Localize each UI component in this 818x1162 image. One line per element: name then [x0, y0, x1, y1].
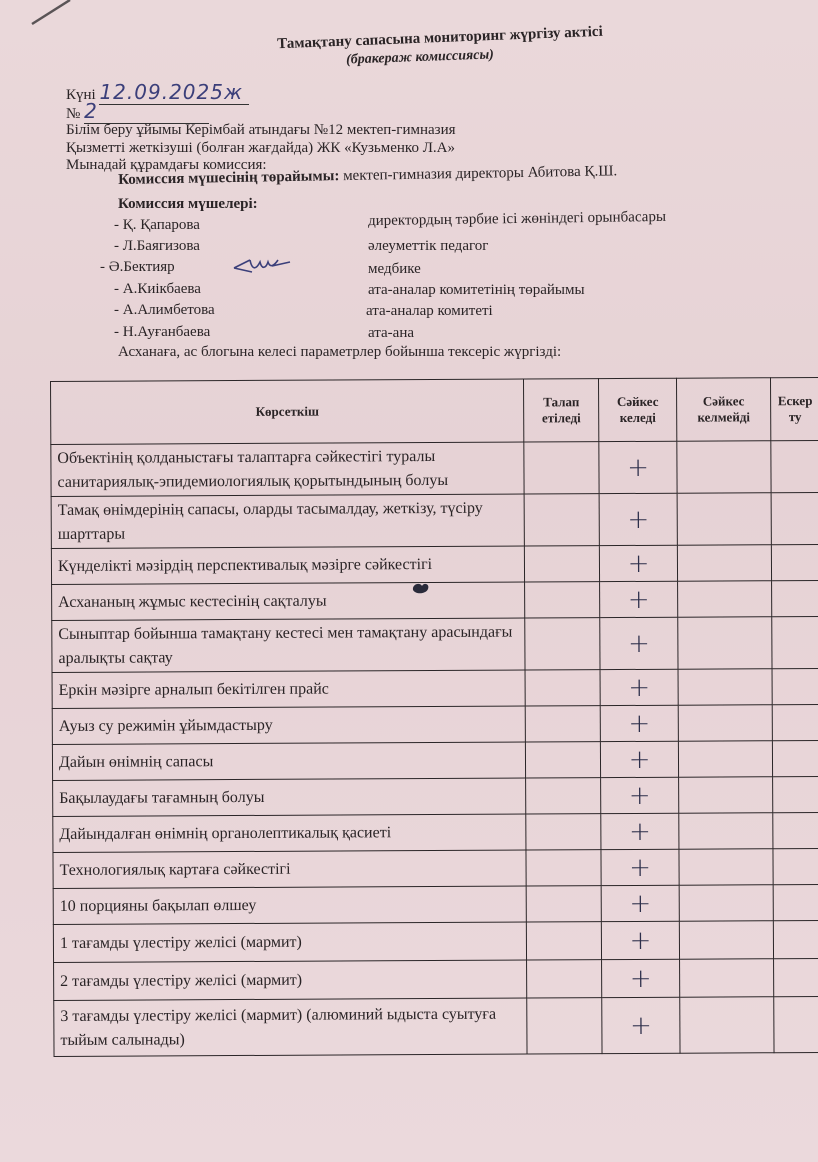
indicator-cell-text: 2 тағамды үлестіру желісі (мармит): [60, 971, 303, 990]
checkmark-plus: +: [628, 744, 651, 775]
note-cell: [772, 616, 818, 668]
checkmark-plus: +: [629, 963, 652, 994]
indicator-cell: [53, 922, 526, 962]
indicator-cell-text: Сыныптар бойынша тамақтану кестесі мен тамақтану арасындағы аралықты сақтау: [58, 623, 513, 667]
indicator-cell: [54, 960, 527, 1000]
chair-value: мектеп-гимназия директоры Абитова Қ.Ш.: [342, 163, 618, 185]
document-subtitle: (бракераж комиссиясы): [345, 47, 495, 68]
note-cell: [773, 884, 818, 920]
noncompliant-cell: [680, 997, 774, 1053]
note-cell: [772, 668, 818, 704]
table-row: [53, 920, 818, 962]
noncompliant-cell: [678, 581, 772, 617]
table-row: [52, 580, 818, 620]
note-cell: [772, 740, 818, 776]
required-cell: [526, 778, 601, 814]
noncompliant-cell: [679, 921, 773, 959]
table-row: [52, 740, 818, 780]
note-cell: [772, 704, 818, 740]
indicator-cell: [53, 886, 526, 924]
indicator-cell: [52, 618, 525, 672]
compliant-cell: [601, 777, 679, 813]
checkmark-plus: +: [628, 708, 651, 739]
compliant-cell: [601, 813, 679, 849]
date-label: Күні: [66, 87, 96, 103]
compliant-cell: [600, 581, 678, 617]
indicator-cell-text: Асхананың жұмыс кестесінің сақталуы: [58, 592, 327, 611]
indicator-cell-text: Күнделікті мәзірдің перспективалық мәзірге сәйкестігі: [57, 555, 433, 575]
required-cell: [525, 618, 600, 670]
document-title: Тамақтану сапасына мониторинг жүргізу актісі: [276, 23, 604, 53]
composition-line: Мынадай құрамдағы комиссия:: [66, 157, 267, 173]
header-indicator: Көрсеткіш: [51, 379, 525, 444]
note-cell: [773, 776, 818, 812]
checkmark-plus: +: [627, 504, 650, 535]
table-row: [53, 812, 818, 852]
required-cell: [526, 814, 601, 850]
note-cell: [771, 544, 818, 580]
number-line: [66, 99, 209, 124]
indicator-cell-text: Дайындалған өнімнің органолептикалық қасиеті: [59, 823, 392, 843]
table-row: [51, 440, 818, 496]
indicator-cell-text: 3 тағамды үлестіру желісі (мармит) (алюминий ыдыста суытуға тыйым салынады): [60, 1005, 497, 1049]
compliant-cell: [602, 997, 680, 1053]
table-row: [53, 884, 818, 924]
members-label: Комиссия мүшелері:: [118, 196, 258, 212]
required-cell: [525, 706, 600, 742]
table-row: [52, 668, 818, 708]
checkmark-plus: +: [629, 888, 652, 919]
indicator-cell-text: Тамақ өнімдерінің сапасы, оларды тасымалдау, жеткізу, түсіру шарттары: [57, 499, 483, 543]
indicator-cell: [51, 494, 524, 548]
header-noncompliant: Сәйкес келмейді: [677, 378, 771, 441]
indicator-cell: [53, 778, 526, 816]
indicator-cell: [52, 742, 525, 780]
member-role: әлеуметтік педагог: [368, 238, 489, 254]
noncompliant-cell: [680, 959, 774, 997]
indicator-cell: [53, 814, 526, 852]
member-name: - Н.Ауғанбаева: [114, 324, 211, 340]
table-row: [52, 616, 818, 672]
member-role: медбике: [368, 261, 421, 277]
indicator-cell: [52, 582, 525, 620]
member-role: ата-ана: [368, 325, 415, 341]
noncompliant-cell: [678, 705, 772, 741]
note-cell: [771, 440, 818, 492]
table-row: [54, 958, 818, 1000]
header-note: Ескер ту: [770, 377, 818, 440]
checkmark-plus: +: [629, 1010, 652, 1041]
indicator-cell-text: Объектінің қолданыстағы талаптарға сәйкестігі туралы санитариялық-эпидемиологиялық қорытындының болуы: [57, 447, 449, 491]
pen-mark-icon: [30, 0, 110, 30]
checkmark-plus: +: [627, 452, 650, 483]
member-name: - Л.Баягизова: [114, 238, 200, 254]
required-cell: [526, 886, 601, 922]
indicator-cell-text: Технологиялық картаға сәйкестігі: [59, 860, 291, 879]
compliant-cell: [600, 669, 678, 705]
number-label: №: [66, 106, 81, 122]
indicator-cell-text: Дайын өнімнің сапасы: [58, 752, 214, 771]
member-name: - А.Алимбетова: [114, 302, 215, 318]
indicator-cell: [51, 546, 524, 584]
required-cell: [527, 998, 602, 1054]
compliant-cell: [601, 849, 679, 885]
indicator-cell-text: 1 тағамды үлестіру желісі (мармит): [59, 933, 302, 952]
noncompliant-cell: [678, 669, 772, 705]
indicator-cell-text: 10 порцияны бақылап өлшеу: [59, 896, 257, 915]
note-cell: [773, 812, 818, 848]
header-compliant: Сәйкес келеді: [599, 378, 677, 441]
member-name: - Қ. Қапарова: [114, 217, 200, 233]
compliant-cell: [599, 493, 677, 545]
indicator-cell-text: Ауыз су режимін ұйымдастыру: [58, 716, 273, 735]
chair-label: Комиссия мүшесінің төрайымы:: [118, 168, 340, 188]
noncompliant-cell: [678, 741, 772, 777]
note-cell: [774, 958, 818, 996]
checkmark-plus: +: [628, 816, 651, 847]
checkmark-plus: +: [629, 852, 652, 883]
table-row: [52, 704, 818, 744]
member-role: ата-аналар комитеті: [366, 303, 493, 319]
compliant-cell: [600, 617, 678, 669]
number-value: 2: [84, 99, 209, 124]
inspection-intro: Асханаға, ас блогына келесі параметрлер бойынша тексеріс жүргізді:: [118, 344, 562, 360]
member-role: директордың тәрбие ісі жөніндегі орынбасары: [367, 208, 667, 230]
compliant-cell: [599, 545, 677, 581]
compliant-cell: [601, 921, 679, 959]
table-row: [53, 848, 818, 888]
member-role: ата-аналар комитетінің төрайымы: [368, 282, 585, 298]
indicator-cell: [54, 998, 527, 1056]
checkmark-plus: +: [627, 548, 650, 579]
indicator-cell-text: Бақылаудағы тағамның болуы: [59, 788, 265, 807]
signature-icon: [232, 256, 292, 276]
noncompliant-cell: [679, 885, 773, 921]
checkmark-plus: +: [629, 925, 652, 956]
table-header-row: [51, 377, 818, 444]
table-row: [53, 776, 818, 816]
ink-blot-icon: [410, 578, 432, 596]
required-cell: [524, 494, 599, 546]
noncompliant-cell: [677, 545, 771, 581]
table-row: [54, 996, 818, 1056]
indicator-cell: [52, 670, 525, 708]
indicator-cell-text: Еркін мәзірге арналып бекітілген прайс: [58, 680, 329, 699]
checkmark-plus: +: [627, 628, 650, 659]
required-cell: [525, 670, 600, 706]
checkmark-plus: +: [627, 584, 650, 615]
required-cell: [524, 442, 599, 494]
required-cell: [525, 582, 600, 618]
required-cell: [525, 546, 600, 582]
inspection-table: [50, 377, 818, 1057]
date-value: 12.09.2025ж: [99, 80, 249, 105]
organization-line: Білім беру ұйымы Керімбай атындағы №12 мектеп-гимназия: [66, 122, 456, 138]
noncompliant-cell: [679, 813, 773, 849]
table-row: [51, 492, 818, 548]
table-row: [51, 544, 818, 584]
compliant-cell: [601, 741, 679, 777]
noncompliant-cell: [677, 493, 771, 545]
noncompliant-cell: [678, 617, 772, 669]
note-cell: [773, 920, 818, 958]
note-cell: [771, 492, 818, 544]
compliant-cell: [601, 885, 679, 921]
required-cell: [526, 850, 601, 886]
compliant-cell: [599, 441, 677, 493]
note-cell: [772, 580, 818, 616]
required-cell: [526, 742, 601, 778]
member-name: - Ә.Бектияр: [100, 259, 175, 275]
header-required: Талап етіледі: [524, 379, 599, 442]
indicator-cell: [52, 706, 525, 744]
note-cell: [773, 848, 818, 884]
required-cell: [527, 922, 602, 960]
indicator-cell: [53, 850, 526, 888]
noncompliant-cell: [679, 849, 773, 885]
checkmark-plus: +: [628, 780, 651, 811]
compliant-cell: [602, 959, 680, 997]
supplier-line: Қызметті жеткізуші (болған жағдайда) ЖК «Кузьменко Л.А»: [66, 140, 455, 156]
checkmark-plus: +: [628, 672, 651, 703]
indicator-cell: [51, 442, 524, 496]
required-cell: [527, 960, 602, 998]
noncompliant-cell: [677, 441, 771, 493]
note-cell: [774, 996, 818, 1052]
noncompliant-cell: [679, 777, 773, 813]
compliant-cell: [600, 705, 678, 741]
member-name: - А.Киікбаева: [114, 281, 201, 297]
